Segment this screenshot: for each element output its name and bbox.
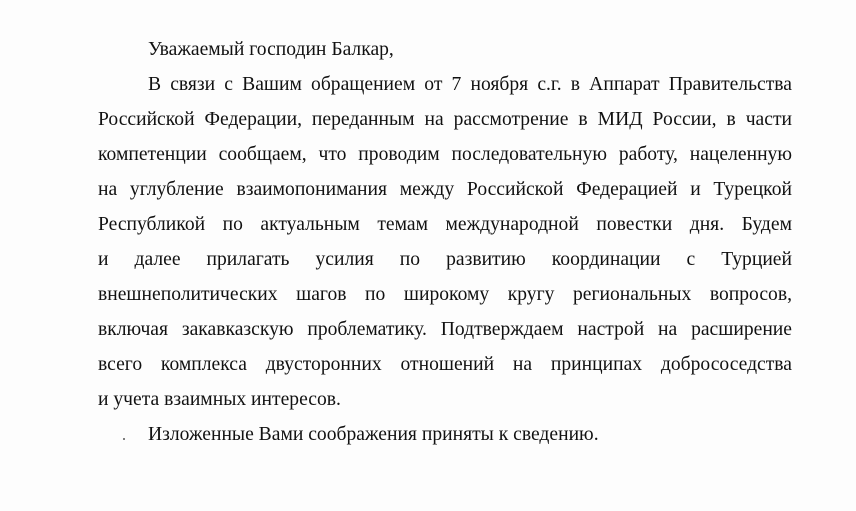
main-paragraph [98, 67, 792, 417]
paragraph-line: Республикой по актуальным темам международной повестки дня. Будем [98, 214, 792, 235]
salutation: Уважаемый господин Балкар, [148, 39, 394, 60]
paragraph-line: компетенции сообщаем, что проводим последовательную работу, нацеленную [98, 144, 792, 165]
paragraph-line: всего комплекса двусторонних отношений на принципах добрососедства [98, 354, 792, 375]
paragraph-line: на углубление взаимопонимания между Российской Федерацией и Турецкой [98, 179, 792, 200]
letter-body [98, 32, 792, 452]
paragraph-line: включая закавказскую проблематику. Подтверждаем настрой на расширение [98, 319, 792, 340]
paragraph-line: В связи с Вашим обращением от 7 ноября с.г. в Аппарат Правительства [148, 74, 792, 95]
paragraph-line: и далее прилагать усилия по развитию координации с Турцией [98, 249, 792, 270]
paragraph-line: и учета взаимных интересов. [98, 389, 341, 410]
closing-sentence: Изложенные Вами соображения приняты к сведению. [148, 424, 599, 445]
paragraph-line: внешнеполитических шагов по широкому кругу региональных вопросов, [98, 284, 792, 305]
paragraph-line: Российской Федерации, переданным на рассмотрение в МИД России, в части [98, 109, 792, 130]
